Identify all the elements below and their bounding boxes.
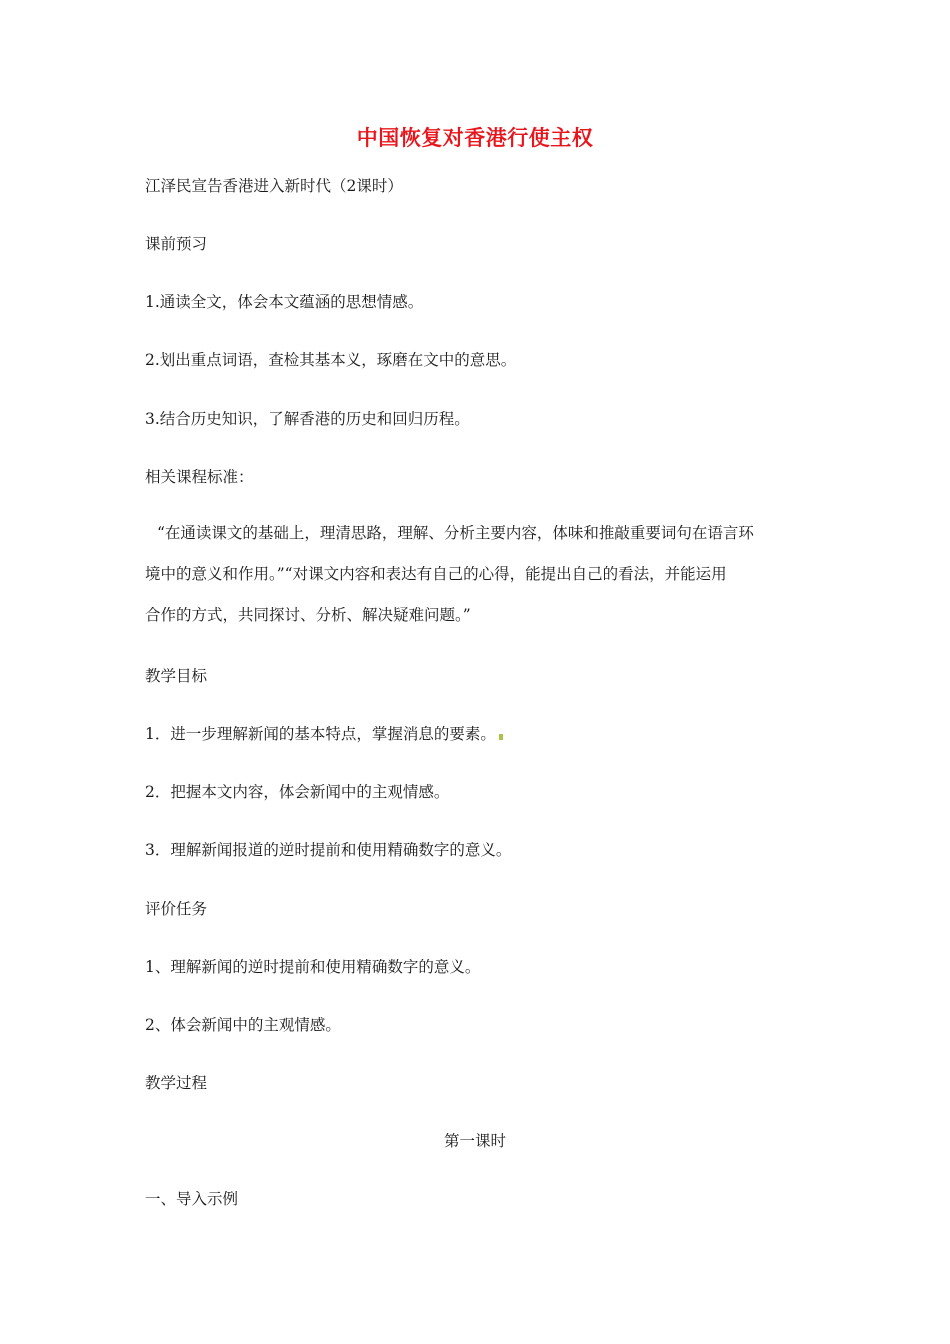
preview-item: 2.划出重点词语，查检其基本义，琢磨在文中的意思。	[145, 351, 517, 369]
preview-item: 3.结合历史知识，了解香港的历史和回归历程。	[145, 410, 470, 428]
tasks-heading: 评价任务	[145, 900, 208, 918]
standards-line: 境中的意义和作用。”“对课文内容和表达有自己的心得，能提出自己的看法，并能运用	[145, 565, 727, 583]
goals-item	[145, 724, 503, 744]
document-title: 中国恢复对香港行使主权	[356, 126, 594, 150]
goals-item-text: 1．进一步理解新闻的基本特点，掌握消息的要素。	[145, 725, 496, 743]
goals-item: 2．把握本文内容，体会新闻中的主观情感。	[145, 783, 450, 801]
lesson-subtitle: 江泽民宣告香港进入新时代（2课时）	[145, 177, 403, 195]
standards-line: 合作的方式，共同探讨、分析、解决疑难问题。”	[145, 606, 471, 624]
tasks-item: 2、体会新闻中的主观情感。	[145, 1016, 341, 1034]
tasks-item: 1、理解新闻的逆时提前和使用精确数字的意义。	[145, 958, 481, 976]
goals-heading: 教学目标	[145, 667, 208, 685]
standards-quote	[145, 513, 810, 636]
preview-item: 1.通读全文，体会本文蕴涵的思想情感。	[145, 293, 424, 311]
process-heading: 教学过程	[145, 1074, 208, 1092]
highlight-mark	[499, 734, 503, 740]
preview-heading: 课前预习	[145, 235, 208, 253]
lesson-heading: 第一课时	[443, 1132, 506, 1150]
standards-line: “在通读课文的基础上，理清思路，理解、分析主要内容，体味和推敲重要词句在语言环	[157, 524, 754, 542]
standards-heading: 相关课程标准：	[145, 468, 254, 486]
goals-item: 3．理解新闻报道的逆时提前和使用精确数字的意义。	[145, 841, 512, 859]
section-heading: 一、导入示例	[145, 1190, 239, 1208]
